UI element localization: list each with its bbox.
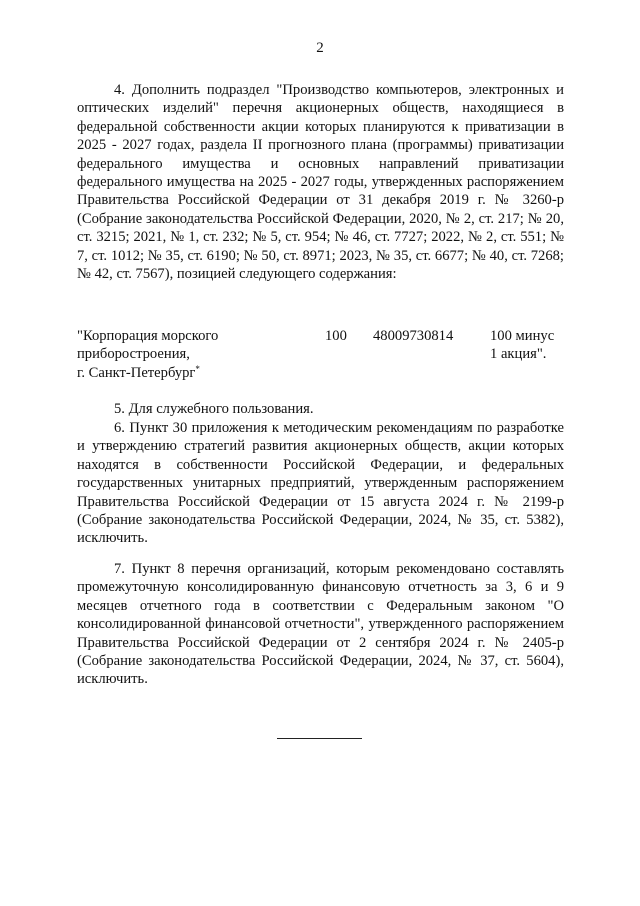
entry-inn: 48009730814 (373, 328, 454, 344)
entry-share-line-2: 1 акция". (490, 346, 547, 363)
paragraph-item-6: 6. Пункт 30 приложения к методическим рекомендациям по разработке и утверждению стратегий развития акционерных обществ, акции которых находятся в собственности Российской Федерации, и федеральных государственных унитарных предприятий, утвержденным распоряжением Правительства Российской Федерации от 15 августа 2024 г. № 2199-р (Собрание законодательства Российской Федерации, 2024, № 35, ст. 5382), исключить. (77, 420, 564, 547)
entry-share-amount (490, 327, 554, 364)
entry-share-count: 100 (325, 328, 347, 344)
privatization-entry (77, 327, 567, 387)
paragraph-item-5: 5. Для служебного пользования. (114, 401, 314, 417)
footnote-mark: * (195, 363, 200, 374)
end-of-document-rule (277, 738, 362, 739)
entry-city: г. Санкт-Петербург (77, 364, 196, 381)
entry-share-line-1: 100 минус (490, 328, 555, 344)
entry-name-line-3 (77, 364, 297, 382)
paragraph-item-4: 4. Дополнить подраздел "Производство компьютеров, электронных и оптических изделий" перечня акционерных обществ, находящиеся в федеральной собственности акции которых планируются к приватизации в 2025 - 2027 годах, раздела II прогнозного плана (программы) приватизации федерального имущества и основных направлений приватизации федерального имущества на 2025 - 2027 годы, утвержденных распоряжением Правительства Российской Федерации от 31 декабря 2019 г. № 3260-р (Собрание законодательства Российской Федерации, 2020, № 2, ст. 217; № 20, ст. 3215; 2021, № 1, ст. 232; № 5, ст. 954; № 46, ст. 7727; 2022, № 2, ст. 551; № 7, ст. 1012; № 35, ст. 6190; № 50, ст. 8971; 2023, № 35, ст. 6677; № 40, ст. 7268; № 42, ст. 7567), позицией следующего содержания: (77, 82, 564, 283)
paragraph-item-7: 7. Пункт 8 перечня организаций, которым рекомендовано составлять промежуточную консолидированную финансовую отчетность за 3, 6 и 9 месяцев отчетного года в соответствии с Федеральным законом "О консолидированной финансовой отчетности", утвержденного распоряжением Правительства Российской Федерации от 2 сентября 2024 г. № 2405-р (Собрание законодательства Российской Федерации, 2024, № 37, ст. 5604), исключить. (77, 561, 564, 688)
entry-name-line-1: "Корпорация морского (77, 328, 219, 344)
page-number: 2 (316, 40, 324, 56)
entry-company-name (77, 327, 297, 382)
entry-name-line-2: приборостроения, (77, 346, 190, 363)
